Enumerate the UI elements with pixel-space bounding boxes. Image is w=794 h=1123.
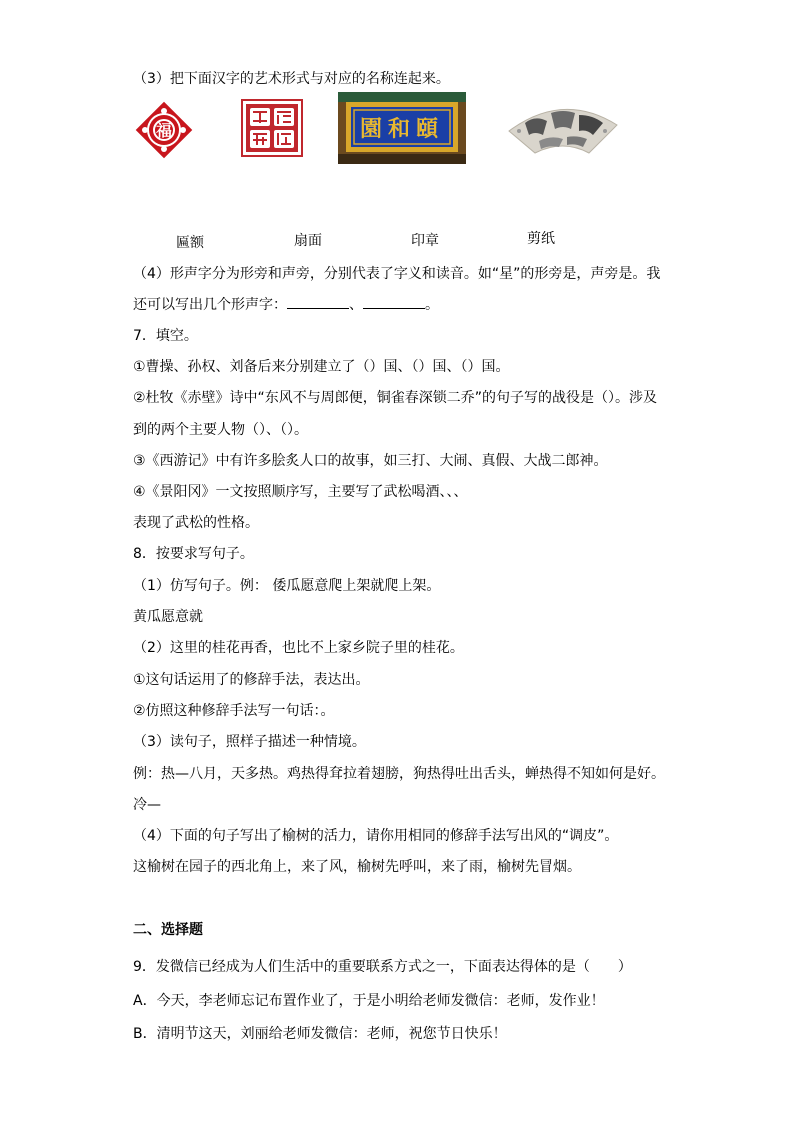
name-papercut: 剪纸 xyxy=(527,231,555,247)
plaque-text: 園和頤 xyxy=(359,116,445,142)
q7-item4b: 表现了武松的性格。 xyxy=(133,515,259,531)
q8-s2b: ②仿照这种修辞手法写一句话：。 xyxy=(133,703,335,719)
q6-4-sep: 、 xyxy=(349,297,363,313)
q7-item2b: 到的两个主要人物（）、（）。 xyxy=(133,422,308,438)
q8-s4: （4）下面的句子写出了榆树的活力，请你用相同的修辞手法写出风的“调皮”。 xyxy=(133,828,619,844)
papercut-char: 福 xyxy=(155,121,173,140)
q7-item2a: ②杜牧《赤壁》诗中“东风不与周郎便，铜雀春深锁二乔”的句子写的战役是（）。涉及 xyxy=(133,390,658,406)
q8-s3: （3）读句子，照样子描述一种情境。 xyxy=(133,734,366,750)
q9-stem: 9．发微信已经成为人们生活中的重要联系方式之一，下面表达得体的是（ ） xyxy=(133,959,632,975)
name-seal: 印章 xyxy=(411,233,439,249)
q6-4-end: 。 xyxy=(425,297,439,313)
q8-s1b: 黄瓜愿意就 xyxy=(133,609,203,625)
q6-4-line2 xyxy=(133,296,439,314)
seal-image xyxy=(241,99,303,157)
section-title: 二、选择题 xyxy=(133,922,203,938)
q7-item4a: ④《景阳冈》一文按照顺序写，主要写了武松喝酒、、、 xyxy=(133,484,468,500)
q6-4-line1: （4）形声字分为形旁和声旁，分别代表了字义和读音。如“星”的形旁是，声旁是。我 xyxy=(133,266,661,282)
q6-4-line2-prefix: 还可以写出几个形声字： xyxy=(133,297,287,313)
fan-image xyxy=(505,101,621,157)
papercut-image xyxy=(133,99,195,161)
name-plaque: 匾额 xyxy=(176,235,204,251)
q7-item1: ①曹操、孙权、刘备后来分别建立了（）国、（）国、（）国。 xyxy=(133,359,510,375)
q6-3-prompt: （3）把下面汉字的艺术形式与对应的名称连起来。 xyxy=(133,71,450,87)
q7-item3: ③《西游记》中有许多脍炙人口的故事，如三打、大闹、真假、大战二郎神。 xyxy=(133,453,608,469)
q8-s3b: 冷— xyxy=(133,797,161,813)
plaque-image xyxy=(338,92,466,164)
q9-option-b[interactable]: B．清明节这天，刘丽给老师发微信：老师，祝您节日快乐！ xyxy=(133,1026,507,1042)
q9-option-a[interactable]: A．今天，李老师忘记布置作业了，于是小明给老师发微信：老师，发作业！ xyxy=(133,993,605,1009)
q8-s2: （2）这里的桂花再香，也比不上家乡院子里的桂花。 xyxy=(133,640,464,656)
q8-s3-example: 例：热—八月，天多热。鸡热得耷拉着翅膀，狗热得吐出舌头，蝉热得不知如何是好。 xyxy=(133,766,665,782)
q8-title: 8．按要求写句子。 xyxy=(133,546,254,562)
name-fan: 扇面 xyxy=(294,233,322,249)
answer-blank-1[interactable] xyxy=(287,296,349,309)
q7-title: 7．填空。 xyxy=(133,328,198,344)
q8-s1: （1）仿写句子。例： 倭瓜愿意爬上架就爬上架。 xyxy=(133,578,441,594)
q8-s2a: ①这句话运用了的修辞手法，表达出。 xyxy=(133,672,370,688)
answer-blank-2[interactable] xyxy=(363,296,425,309)
q8-s4b: 这榆树在园子的西北角上，来了风，榆树先呼叫，来了雨，榆树先冒烟。 xyxy=(133,859,581,875)
